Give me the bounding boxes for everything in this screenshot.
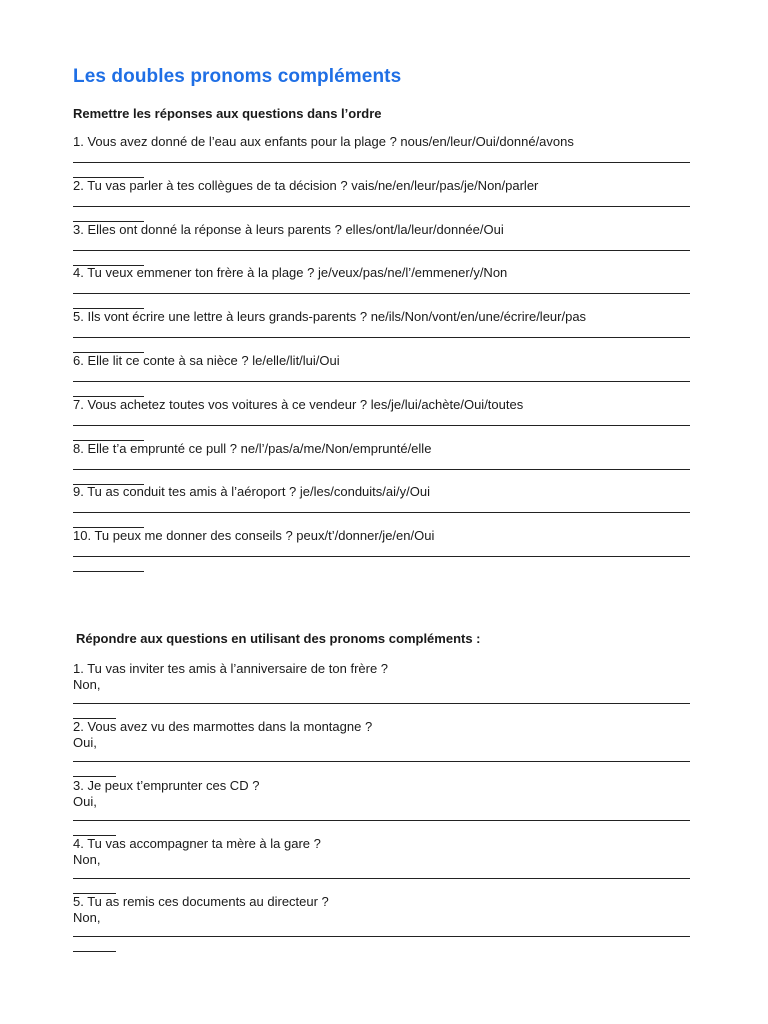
exercise2-item — [73, 778, 690, 836]
exercise1-item — [73, 178, 690, 222]
exercise1-question: 9. Tu as conduit tes amis à l’aéroport ? je/les/conduits/ai/y/Oui — [73, 484, 430, 500]
exercise2-question: 4. Tu vas accompagner ta mère à la gare ? — [73, 835, 321, 851]
answer-line[interactable] — [73, 469, 690, 470]
exercise2-item — [73, 894, 690, 952]
answer-line[interactable] — [73, 250, 690, 251]
exercise2-heading: Répondre aux questions en utilisant des pronoms compléments : — [76, 631, 481, 646]
answer-line[interactable] — [73, 206, 690, 207]
exercise2-question: 2. Vous avez vu des marmottes dans la montagne ? — [73, 719, 373, 735]
exercise1-question: 4. Tu veux emmener ton frère à la plage ? je/veux/pas/ne/l’/emmener/y/Non — [73, 265, 508, 281]
exercise2-item — [73, 719, 690, 777]
exercise1-item — [73, 309, 690, 353]
exercise1-heading: Remettre les réponses aux questions dans l’ordre — [73, 106, 382, 121]
exercise1-item — [73, 353, 690, 397]
exercise1-item — [73, 397, 690, 441]
exercise2-answer-start: Non, — [73, 910, 101, 926]
exercise1-question: 10. Tu peux me donner des conseils ? peux/t’/donner/je/en/Oui — [73, 528, 435, 544]
exercise2-question: 1. Tu vas inviter tes amis à l’anniversaire de ton frère ? — [73, 661, 389, 676]
answer-line-continuation[interactable] — [73, 951, 116, 952]
answer-line[interactable] — [73, 381, 690, 382]
exercise1-question: 8. Elle t’a emprunté ce pull ? ne/l’/pas/a/me/Non/emprunté/elle — [73, 440, 432, 456]
exercise1-question: 5. Ils vont écrire une lettre à leurs grands-parents ? ne/ils/Non/vont/en/une/écrire/leur/pas — [73, 309, 587, 325]
answer-line[interactable] — [73, 761, 690, 762]
answer-line[interactable] — [73, 556, 690, 557]
exercise1-question: 7. Vous achetez toutes vos voitures à ce vendeur ? les/je/lui/achète/Oui/toutes — [73, 396, 524, 412]
exercise1-question: 6. Elle lit ce conte à sa nièce ? le/elle/lit/lui/Oui — [73, 352, 340, 368]
exercise2-item — [73, 836, 690, 894]
answer-line[interactable] — [73, 878, 690, 879]
answer-line[interactable] — [73, 703, 690, 704]
exercise1-item — [73, 528, 690, 572]
exercise2-answer-start: Oui, — [73, 735, 97, 751]
exercise2-answer-start: Oui, — [73, 793, 97, 809]
exercise2-item — [73, 661, 690, 719]
exercise2-list — [73, 661, 690, 952]
page-title: Les doubles pronoms compléments — [73, 66, 402, 87]
answer-line[interactable] — [73, 820, 690, 821]
exercise2-question: 3. Je peux t’emprunter ces CD ? — [73, 777, 260, 793]
answer-line-continuation[interactable] — [73, 571, 144, 572]
exercise1-item — [73, 484, 690, 528]
exercise2-answer-start: Non, — [73, 677, 101, 692]
exercise1-question: 2. Tu vas parler à tes collègues de ta décision ? vais/ne/en/leur/pas/je/Non/parler — [73, 177, 539, 193]
exercise1-question: 3. Elles ont donné la réponse à leurs parents ? elles/ont/la/leur/donnée/Oui — [73, 221, 504, 237]
exercise1-question: 1. Vous avez donné de l’eau aux enfants pour la plage ? nous/en/leur/Oui/donné/avons — [73, 134, 574, 149]
answer-line[interactable] — [73, 512, 690, 513]
answer-line[interactable] — [73, 293, 690, 294]
exercise1-item — [73, 134, 690, 178]
exercise2-question: 5. Tu as remis ces documents au directeur ? — [73, 894, 329, 910]
answer-line[interactable] — [73, 337, 690, 338]
exercise1-item — [73, 441, 690, 485]
exercise1-item — [73, 222, 690, 266]
exercise2-answer-start: Non, — [73, 851, 101, 867]
exercise1-item — [73, 265, 690, 309]
answer-line[interactable] — [73, 162, 690, 163]
answer-line[interactable] — [73, 425, 690, 426]
exercise1-list — [73, 134, 690, 572]
answer-line[interactable] — [73, 936, 690, 937]
